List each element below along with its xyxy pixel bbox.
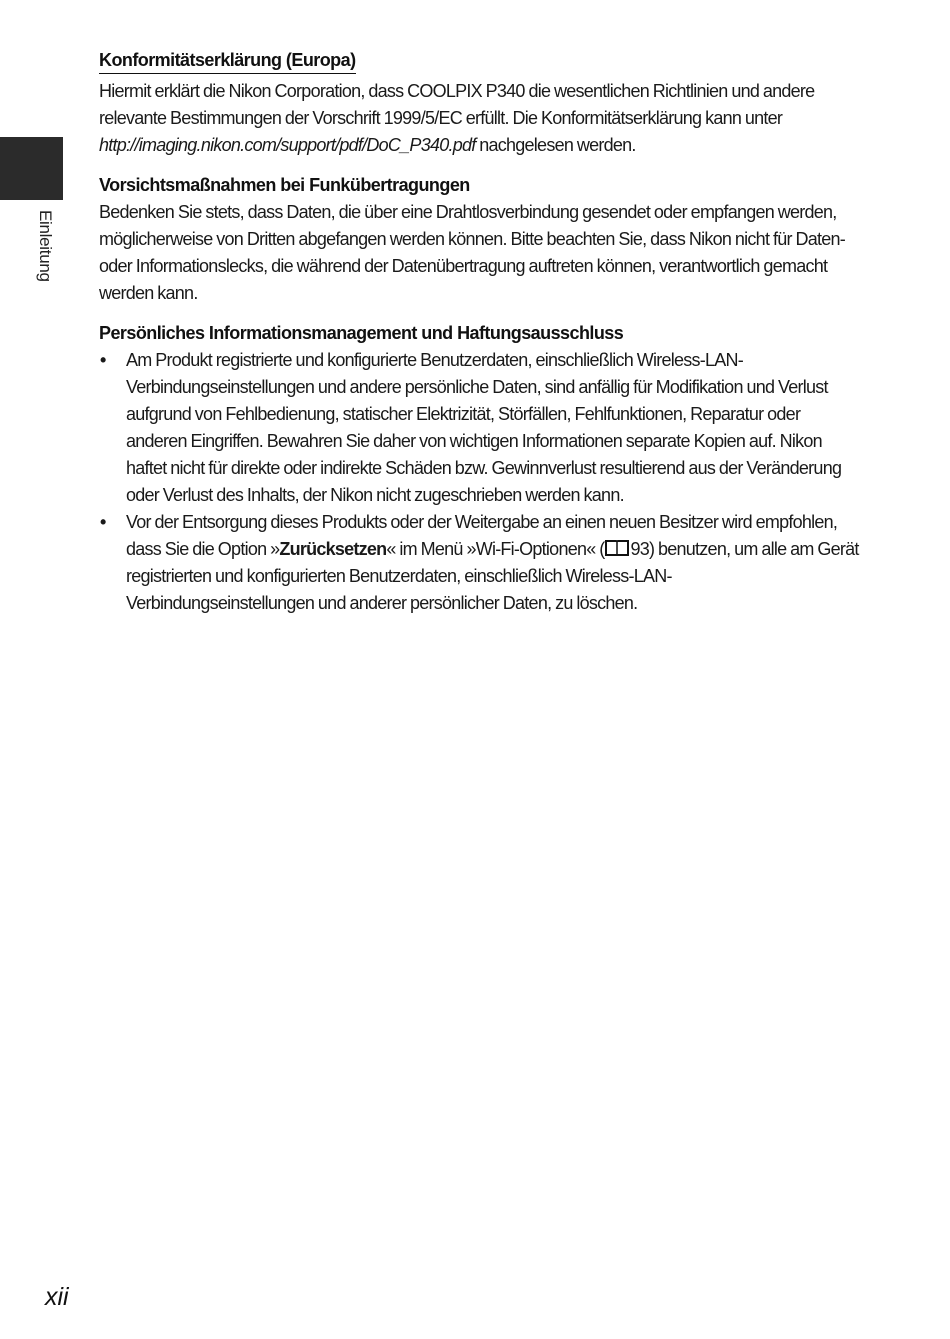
privacy-bullet-2: [99, 509, 859, 617]
privacy-bullet-list: [99, 347, 859, 617]
chapter-tab-label: Einleitung: [36, 210, 55, 282]
conformity-text-before: Hiermit erklärt die Nikon Corporation, dass COOLPIX P340 die wesentlichen Richtlinien und andere relevante Bestimmungen der Vorschrift 1999/5/EC erfüllt. Die Konformitätserklärung kann unter: [99, 81, 815, 128]
conformity-text: [99, 78, 859, 159]
bullet-icon: •: [100, 512, 106, 532]
conformity-link: http://imaging.nikon.com/support/pdf/DoC_P340.pdf: [99, 135, 476, 155]
privacy-heading: Persönliches Informationsmanagement und Haftungsausschluss: [99, 323, 624, 343]
reset-option-label: Zurücksetzen: [279, 539, 387, 559]
privacy-bullet-1-text: Am Produkt registrierte und konfigurierte Benutzerdaten, einschließlich Wireless-LAN-Verbindungseinstellungen und andere persönliche Daten, sind anfällig für Modifikation und Verlust aufgrund von Fehlbedienung, statischer Elektrizität, Störfällen, Fehlfunktionen, Reparatur oder anderen Eingriffen. Bewahren Sie daher von wichtigen Informationen separate Kopien auf. Nikon haftet nicht für direkte oder indirekte Schäden bzw. Gewinnverlust resultierend aus der Veränderung oder Verlust des Inhalts, der Nikon nicht zugeschrieben werden kann.: [126, 350, 842, 505]
bullet-icon: •: [100, 350, 106, 370]
section-privacy: [99, 320, 859, 617]
privacy-bullet-2-text-after: ) benutzen, um alle am Gerät registrierten und konfigurierten Benutzerdaten, einschließlich Wireless-LAN-Verbindungseinstellungen und anderer persönlicher Daten, zu löschen.: [126, 539, 859, 613]
conformity-heading: Konformitätserklärung (Europa): [99, 48, 356, 74]
chapter-tab-block: [0, 137, 63, 200]
radio-text: Bedenken Sie stets, dass Daten, die über eine Drahtlosverbindung gesendet oder empfangen werden, möglicherweise von Dritten abgefangen werden können. Bitte beachten Sie, dass Nikon nicht für Daten- oder Informationslecks, die während der Datenübertragung auftreten können, verantwortlich gemacht werden kann.: [99, 202, 845, 303]
page-reference: 93: [630, 539, 650, 559]
radio-heading: Vorsichtsmaßnahmen bei Funkübertragungen: [99, 175, 470, 195]
privacy-bullet-1: [99, 347, 859, 509]
section-radio: [99, 172, 859, 307]
book-icon: [604, 538, 630, 558]
conformity-text-after: nachgelesen werden.: [475, 135, 636, 155]
privacy-bullet-2-text-middle: « im Menü »Wi-Fi-Optionen« (: [386, 539, 605, 559]
section-conformity: [99, 48, 859, 159]
page-content: [99, 48, 859, 630]
page-number: xii: [45, 1283, 69, 1311]
privacy-bullet-2-text-before: Vor der Entsorgung dieses Produkts oder der Weitergabe an einen neuen Besitzer wird empfohlen, dass Sie die Option »: [126, 512, 838, 559]
